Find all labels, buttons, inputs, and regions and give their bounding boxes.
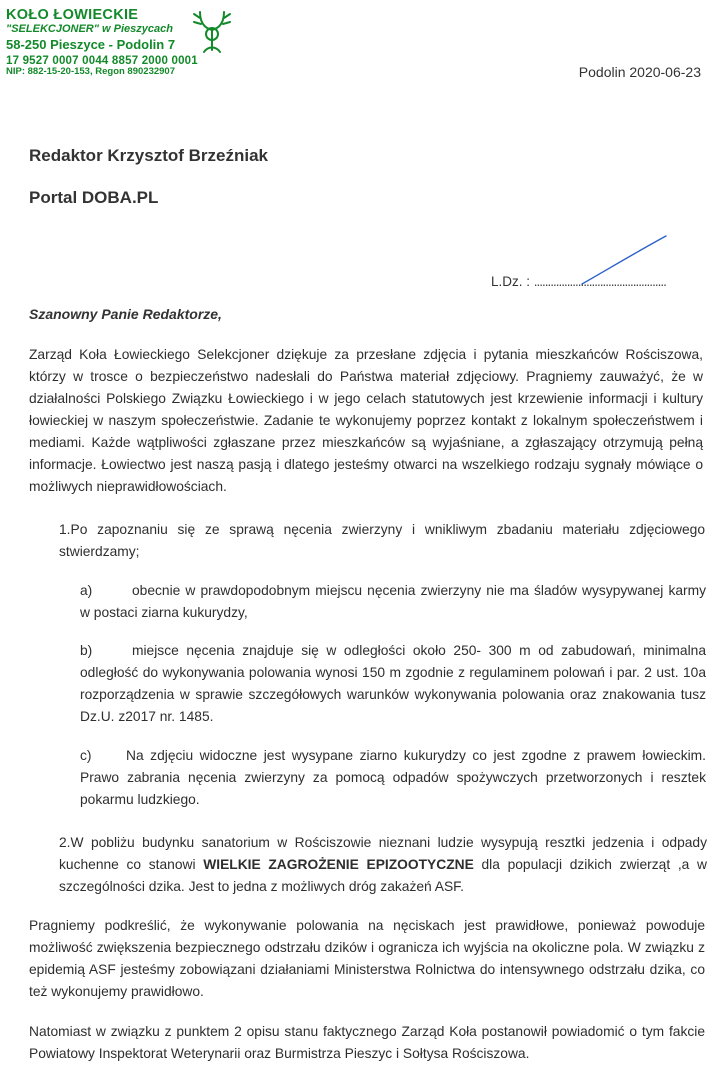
point-1a-text: obecnie w prawdopodobnym miejscu nęcenia zwierzyny nie ma śladów wysypywanej karmy w postaci ziarna kukurydzy, <box>80 583 706 620</box>
point-1b <box>80 640 706 728</box>
deer-antler-emblem-icon <box>190 6 234 56</box>
recipient-organization: Portal DOBA.PL <box>29 188 159 207</box>
paragraph-notification: Natomiast w związku z punktem 2 opisu stanu faktycznego Zarząd Koła postanowił powiadomić o tym fakcie Powiatowy Inspektorat Weterynarii oraz Burmistrza Pieszyc i Sołtysa Rościszowa. <box>29 1024 705 1061</box>
point-1b-text: miejsce nęcenia znajduje się w odległości około 250- 300 m od zabudowań, minimalna odległość do wykonywania polowania wynosi 150 m zgodnie z regulaminem polowań i par. 2 ust. 10a rozporządzenia w sprawie szczegółowych warunków wykonywania polowania oraz znakowania tusz Dz.U. z2017 nr. 1485. <box>80 643 706 724</box>
intro-paragraph: Zarząd Koła Łowieckiego Selekcjoner dziękuje za przesłane zdjęcia i pytania mieszkańców Rościszowa, którzy w trosce o bezpieczeństwo nadesłali do Państwa materiał zdjęciowy. Pragniemy zauważyć, że w działalności Polskiego Związku Łowieckiego i w jego celach statutowych jest krzewienie informacji i kultury łowieckiej w naszym społeczeństwie. Zadanie te wykonujemy poprzez kontakt z lokalnym społeczeństwem i mediami. Każde wątpliwości zgłaszane przez mieszkańców są wyjaśniane, a zgłaszający otrzymują pełną informacje. Łowiectwo jest naszą pasją i dlatego jesteśmy otwarci na wszelkiego rodzaju sygnały mówiące o możliwych nieprawidłowościach. <box>29 347 703 494</box>
point-1c-label: c) <box>80 748 92 763</box>
ldz-dots: ................................................ <box>533 274 666 289</box>
point-1b-label: b) <box>80 643 93 658</box>
paragraph-hunting: Pragniemy podkreślić, że wykonywanie polowania na nęciskach jest prawidłowe, ponieważ powoduje możliwość zwiększenia bezpiecznego odstrzału dzików i ogranicza ich wyjścia na okoliczne pola. W związku z epidemią ASF jesteśmy zobowiązani działaniami Ministerstwa Rolnictwa do intensywnego odstrzału dzika, co też wykonujemy prawidłowo. <box>29 918 705 999</box>
point-1c <box>80 745 706 811</box>
point-1a <box>80 580 706 624</box>
stamp-nip-regon: NIP: 882-15-20-153, Regon 890232907 <box>6 66 175 78</box>
stamp-account-number: 17 9527 0007 0044 8857 2000 0001 <box>6 55 198 68</box>
stamp-location: w Pieszycach <box>98 23 173 36</box>
point-2-end: dla populacji dzikich zwierząt ,a w szczególności dzika. Jest to jedna z możliwych dróg zakażeń ASF. <box>59 857 707 894</box>
recipient-name: Redaktor Krzysztof Brzeźniak <box>29 146 269 165</box>
point-2 <box>59 832 707 898</box>
stamp-club-name: KOŁO ŁOWIECKIE <box>6 7 139 23</box>
point-1c-text: Na zdjęciu widoczne jest wysypane ziarno kukurydzy co jest zgodne z prawem łowieckim. Prawo zabrania nęcenia zwierzyny za pomocą odpadów spożywczych przetworzonych i resztek pokarmu ludzkiego. <box>80 748 706 807</box>
stamp-selekcjoner: "SELEKCJONER" <box>6 23 99 36</box>
point-1a-label: a) <box>80 583 93 598</box>
ldz-label: L.Dz. : <box>491 274 531 289</box>
point-2-start: 2.W pobliżu budynku sanatorium w Rościszowie nieznani ludzie wysypują resztki jedzenia i odpady kuchenne co stanowi <box>59 835 707 872</box>
salutation: Szanowny Panie Redaktorze, <box>29 306 222 322</box>
point-1: 1.Po zapoznaniu się ze sprawą nęcenia zwierzyny i wnikliwym zbadaniu materiału zdjęciowego stwierdzamy; <box>59 522 705 559</box>
ldz-reference <box>491 274 666 289</box>
letter-date: Podolin 2020-06-23 <box>578 64 701 80</box>
stamp-address: 58-250 Pieszyce - Podolin 7 <box>6 36 176 52</box>
point-2-emphasis: WIELKIE ZAGROŻENIE EPIZOOTYCZNE <box>203 857 474 872</box>
